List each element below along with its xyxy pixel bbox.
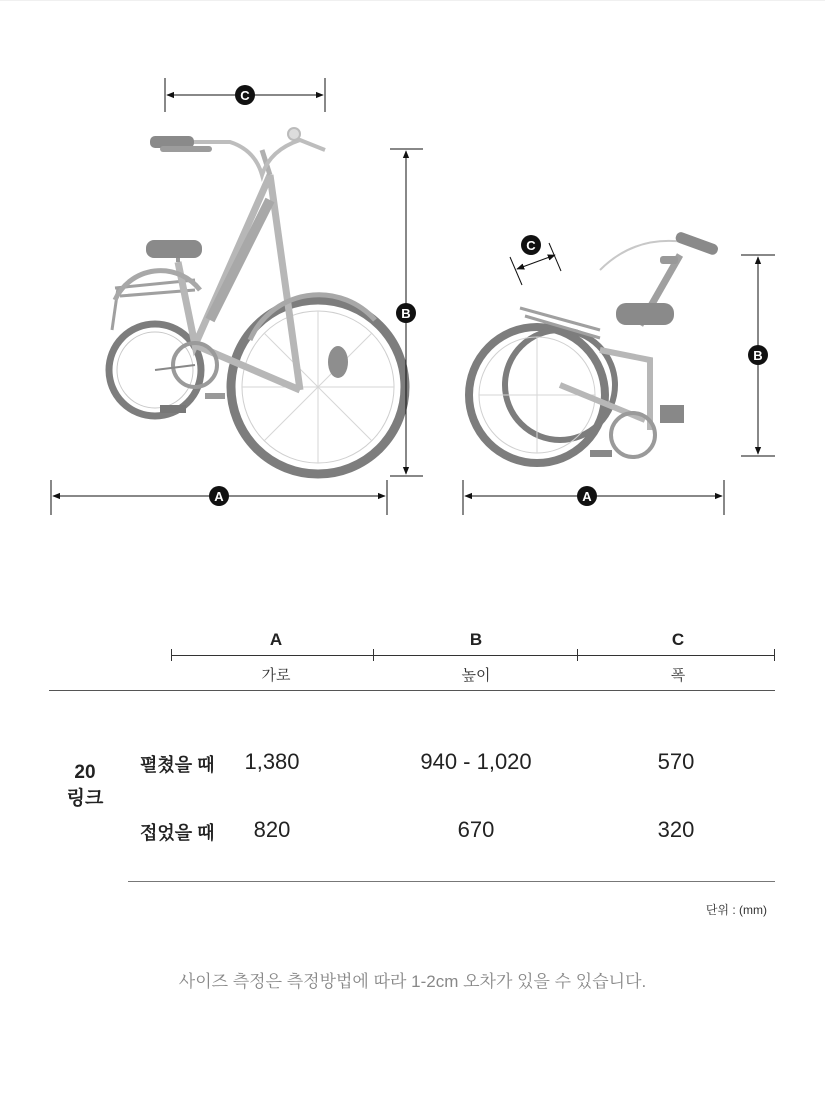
row-label-folded: 접었을 때 xyxy=(140,823,215,843)
cell-folded-c: 320 xyxy=(657,817,695,842)
column-letter: B xyxy=(469,630,483,649)
column-description: 폭 xyxy=(670,667,686,684)
header-tick xyxy=(577,649,578,661)
column-description: 가로 xyxy=(261,667,291,684)
unfolded-dimension-b-marker xyxy=(396,303,416,323)
header-bracket-line xyxy=(171,655,775,656)
model-name: 링크 xyxy=(66,788,104,809)
folded-label-a: A xyxy=(582,489,592,504)
cell-unfolded-c: 570 xyxy=(657,749,695,774)
header-divider xyxy=(49,690,775,691)
model-label xyxy=(55,760,115,812)
folded-label-c: C xyxy=(526,238,536,253)
table-bottom-divider xyxy=(128,881,775,882)
unfolded-bike-illustration xyxy=(109,128,405,474)
header-tick xyxy=(171,649,172,661)
column-letter: C xyxy=(671,630,685,649)
unfolded-label-c: C xyxy=(240,88,250,103)
folded-label-b: B xyxy=(753,348,763,363)
header-tick xyxy=(373,649,374,661)
unfolded-label-b: B xyxy=(401,306,411,321)
row-label-unfolded: 펼쳤을 때 xyxy=(140,755,215,775)
folded-dimension-lines xyxy=(463,243,775,515)
unfolded-label-a: A xyxy=(214,489,224,504)
cell-unfolded-b: 940 - 1,020 xyxy=(420,749,532,774)
header-tick xyxy=(774,649,775,661)
model-size: 20 xyxy=(74,762,96,783)
column-header-b xyxy=(376,630,576,685)
folded-dimension-a-marker xyxy=(577,486,597,506)
cell-folded-b: 670 xyxy=(457,817,495,842)
measurement-note: 사이즈 측정은 측정방법에 따라 1-2cm 오차가 있을 수 있습니다. xyxy=(178,972,647,991)
folded-bike-illustration xyxy=(469,231,719,463)
folded-dimension-c-marker xyxy=(521,235,541,255)
column-description: 높이 xyxy=(461,667,491,684)
column-header-a xyxy=(176,630,376,685)
unfolded-dimension-c-marker xyxy=(235,85,255,105)
column-header-c xyxy=(578,630,778,685)
folded-dimension-b-marker xyxy=(748,345,768,365)
unfolded-dimension-a-marker xyxy=(209,486,229,506)
column-letter: A xyxy=(269,630,283,649)
unit-label: 단위 : (mm) xyxy=(705,903,767,917)
cell-unfolded-a: 1,380 xyxy=(244,749,300,774)
cell-folded-a: 820 xyxy=(253,817,291,842)
